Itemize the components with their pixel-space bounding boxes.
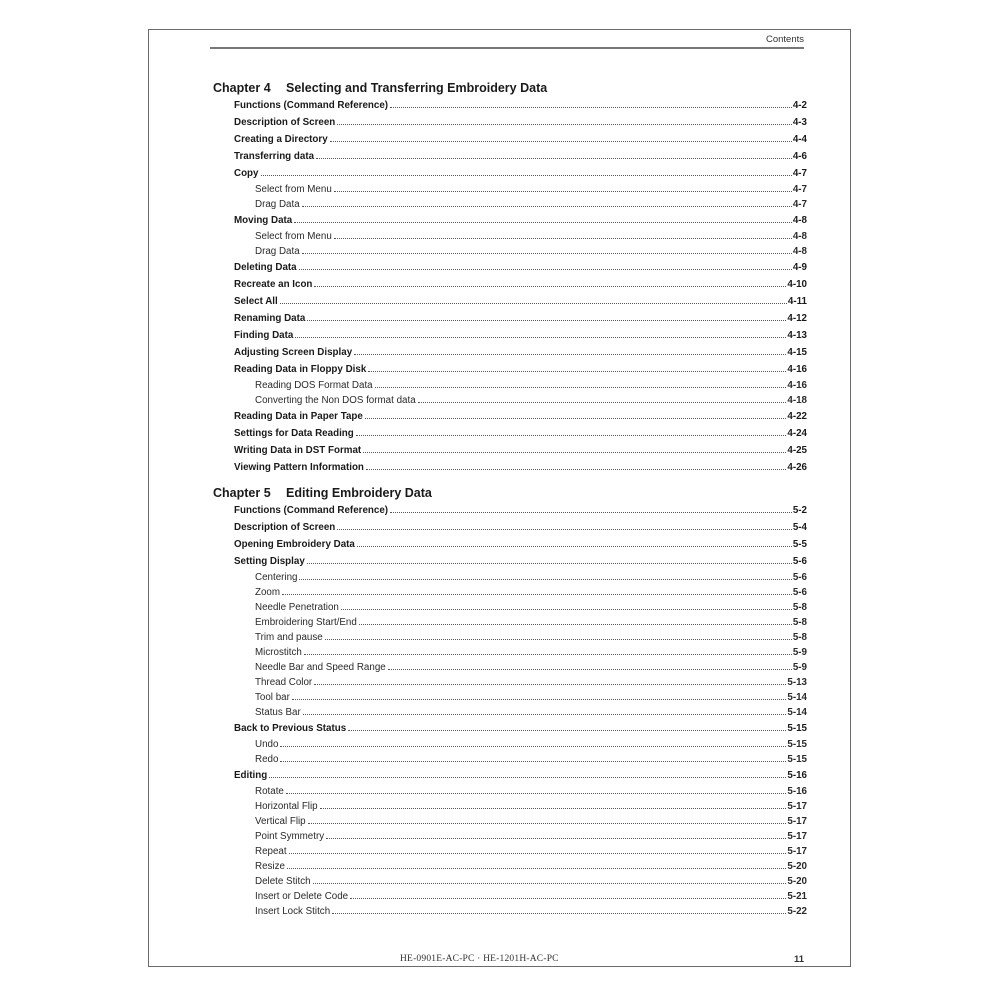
toc-entry-label: Horizontal Flip	[255, 801, 318, 812]
toc-subentry[interactable]	[213, 585, 807, 600]
toc-entry[interactable]	[213, 131, 807, 148]
toc-entry-label: Status Bar	[255, 707, 301, 718]
dot-leader	[337, 529, 792, 530]
dot-leader	[304, 654, 792, 655]
toc-entry-label: Transferring data	[234, 151, 315, 162]
toc-entry-label: Viewing Pattern Information	[234, 462, 364, 473]
toc-entry-label: Reading DOS Format Data	[255, 380, 373, 391]
toc-subentry[interactable]	[213, 690, 807, 705]
dot-leader	[280, 761, 786, 762]
toc-entry-page: 4-6	[792, 151, 807, 162]
toc-entry-page: 5-14	[787, 692, 807, 703]
chapter-title: Editing Embroidery Data	[286, 486, 432, 500]
dot-leader	[337, 124, 792, 125]
toc-subentry[interactable]	[213, 889, 807, 904]
dot-leader	[280, 303, 787, 304]
dot-leader	[325, 639, 792, 640]
dot-leader	[314, 684, 786, 685]
toc-entry-label: Rotate	[255, 786, 284, 797]
footer-model-codes: HE-0901E-AC-PC · HE-1201H-AC-PC	[400, 954, 559, 964]
toc-entry-page: 4-25	[787, 445, 807, 456]
toc-subentry[interactable]	[213, 675, 807, 690]
dot-leader	[354, 354, 786, 355]
toc-entry[interactable]	[213, 327, 807, 344]
dot-leader	[350, 898, 786, 899]
chapter-number: Chapter 5	[213, 486, 271, 500]
dot-leader	[302, 206, 792, 207]
toc-entry-label: Functions (Command Reference)	[234, 505, 389, 516]
toc-entry-label: Drag Data	[255, 246, 300, 257]
toc-entry-page: 5-8	[792, 602, 807, 613]
toc-entry[interactable]	[213, 165, 807, 182]
toc-entry-page: 5-22	[787, 906, 807, 917]
toc-entry-page: 4-22	[787, 411, 807, 422]
toc-entry-label: Setting Display	[234, 556, 305, 567]
toc-subentry[interactable]	[213, 197, 807, 212]
toc-entry-label: Reading Data in Paper Tape	[234, 411, 363, 422]
toc-subentry[interactable]	[213, 874, 807, 889]
toc-entry[interactable]	[213, 767, 807, 784]
toc-entry-page: 4-4	[792, 134, 807, 145]
toc-subentry[interactable]	[213, 752, 807, 767]
toc-entry-label: Editing	[234, 770, 268, 781]
toc-entry-page: 4-8	[792, 246, 807, 257]
toc-entry-label: Embroidering Start/End	[255, 617, 357, 628]
toc-entry-page: 5-4	[792, 522, 807, 533]
toc-entry-page: 5-5	[792, 539, 807, 550]
toc-entry-label: Functions (Command Reference)	[234, 100, 389, 111]
toc-entry-label: Redo	[255, 754, 279, 765]
toc-entry-label: Converting the Non DOS format data	[255, 395, 416, 406]
dot-leader	[334, 191, 792, 192]
toc-subentry[interactable]	[213, 393, 807, 408]
toc-entry-page: 5-8	[792, 617, 807, 628]
toc-entry-label: Reading Data in Floppy Disk	[234, 364, 367, 375]
toc-entry-page: 4-24	[787, 428, 807, 439]
dot-leader	[307, 320, 786, 321]
toc-entry-page: 5-6	[792, 556, 807, 567]
document-page	[148, 29, 851, 967]
toc-subentry[interactable]	[213, 570, 807, 585]
toc-entry-label: Moving Data	[234, 215, 293, 226]
dot-leader	[294, 222, 792, 223]
toc-entry[interactable]	[213, 97, 807, 114]
dot-leader	[388, 669, 792, 670]
toc-entry-page: 4-13	[787, 330, 807, 341]
header-rule	[210, 47, 804, 49]
toc-entry[interactable]	[213, 293, 807, 310]
toc-entry-label: Needle Penetration	[255, 602, 339, 613]
toc-entry-page: 5-9	[792, 662, 807, 673]
toc-entry-page: 5-21	[787, 891, 807, 902]
toc-entry-label: Trim and pause	[255, 632, 323, 643]
toc-entry[interactable]	[213, 344, 807, 361]
dot-leader	[308, 823, 787, 824]
toc-subentry[interactable]	[213, 378, 807, 393]
toc-entry-page: 4-8	[792, 231, 807, 242]
dot-leader	[357, 546, 792, 547]
toc-entry-label: Insert or Delete Code	[255, 891, 349, 902]
toc-entry-page: 5-17	[787, 801, 807, 812]
chapter-title: Selecting and Transferring Embroidery Data	[286, 81, 548, 95]
header-title: Contents	[765, 34, 804, 45]
toc-entry-page: 4-12	[787, 313, 807, 324]
dot-leader	[359, 624, 792, 625]
toc-entry-page: 5-8	[792, 632, 807, 643]
toc-subentry[interactable]	[213, 630, 807, 645]
chapter-heading[interactable]	[213, 484, 807, 502]
toc-entry[interactable]	[213, 361, 807, 378]
dot-leader	[334, 238, 792, 239]
toc-entry-page: 5-17	[787, 846, 807, 857]
toc-entry-page: 5-13	[787, 677, 807, 688]
dot-leader	[287, 868, 786, 869]
toc-entry[interactable]	[213, 425, 807, 442]
toc-entry-label: Deleting Data	[234, 262, 297, 273]
chapter-section	[213, 79, 807, 476]
dot-leader	[289, 853, 787, 854]
toc-entry-page: 5-17	[787, 831, 807, 842]
dot-leader	[390, 512, 792, 513]
toc-entry[interactable]	[213, 536, 807, 553]
toc-entry-label: Select from Menu	[255, 184, 332, 195]
dot-leader	[366, 469, 786, 470]
dot-leader	[307, 563, 792, 564]
dot-leader	[320, 808, 787, 809]
dot-leader	[363, 452, 786, 453]
chapter-section	[213, 484, 807, 919]
toc-entry-label: Undo	[255, 739, 279, 750]
toc-entry-page: 4-18	[787, 395, 807, 406]
toc-subentry[interactable]	[213, 844, 807, 859]
dot-leader	[326, 838, 786, 839]
toc-entry[interactable]	[213, 148, 807, 165]
toc-entry-label: Settings for Data Reading	[234, 428, 354, 439]
toc-entry-label: Creating a Directory	[234, 134, 328, 145]
toc-subentry[interactable]	[213, 784, 807, 799]
toc-entry-page: 4-15	[787, 347, 807, 358]
dot-leader	[269, 777, 786, 778]
dot-leader	[282, 594, 792, 595]
toc-entry-label: Delete Stitch	[255, 876, 311, 887]
toc-entry-label: Drag Data	[255, 199, 300, 210]
toc-entry-page: 5-16	[787, 786, 807, 797]
toc-entry[interactable]	[213, 212, 807, 229]
chapter-number: Chapter 4	[213, 81, 271, 95]
table-of-contents	[213, 79, 807, 919]
toc-entry[interactable]	[213, 459, 807, 476]
toc-entry-page: 4-16	[787, 380, 807, 391]
chapter-heading[interactable]	[213, 79, 807, 97]
toc-entry-label: Zoom	[255, 587, 281, 598]
toc-entry-label: Microstitch	[255, 647, 302, 658]
toc-entry-page: 4-7	[792, 199, 807, 210]
dot-leader	[299, 579, 791, 580]
toc-entry-label: Description of Screen	[234, 117, 336, 128]
toc-entry[interactable]	[213, 259, 807, 276]
toc-entry[interactable]	[213, 310, 807, 327]
dot-leader	[348, 730, 786, 731]
dot-leader	[286, 793, 787, 794]
toc-entry-page: 4-7	[792, 168, 807, 179]
toc-entry-label: Thread Color	[255, 677, 313, 688]
toc-entry-label: Recreate an Icon	[234, 279, 313, 290]
toc-entry-label: Tool bar	[255, 692, 290, 703]
dot-leader	[313, 883, 787, 884]
toc-subentry[interactable]	[213, 705, 807, 720]
toc-entry[interactable]	[213, 276, 807, 293]
dot-leader	[292, 699, 787, 700]
toc-entry[interactable]	[213, 519, 807, 536]
toc-entry-label: Back to Previous Status	[234, 723, 347, 734]
toc-subentry[interactable]	[213, 799, 807, 814]
toc-entry-page: 5-9	[792, 647, 807, 658]
toc-entry-page: 5-15	[787, 754, 807, 765]
toc-entry-page: 5-15	[787, 739, 807, 750]
toc-entry[interactable]	[213, 114, 807, 131]
toc-entry[interactable]	[213, 502, 807, 519]
toc-entry-label: Description of Screen	[234, 522, 336, 533]
dot-leader	[375, 387, 787, 388]
dot-leader	[302, 253, 792, 254]
toc-entry-page: 4-16	[787, 364, 807, 375]
toc-entry-page: 4-7	[792, 184, 807, 195]
toc-entry-label: Opening Embroidery Data	[234, 539, 355, 550]
toc-entry[interactable]	[213, 442, 807, 459]
toc-subentry[interactable]	[213, 737, 807, 752]
toc-entry-label: Repeat	[255, 846, 287, 857]
toc-entry-page: 4-10	[787, 279, 807, 290]
footer-page-number: 11	[793, 954, 804, 965]
dot-leader	[280, 746, 786, 747]
dot-leader	[314, 286, 786, 287]
toc-entry-label: Resize	[255, 861, 285, 872]
toc-entry-label: Vertical Flip	[255, 816, 306, 827]
dot-leader	[295, 337, 786, 338]
toc-entry-label: Renaming Data	[234, 313, 306, 324]
dot-leader	[332, 913, 786, 914]
toc-entry-label: Select from Menu	[255, 231, 332, 242]
toc-subentry[interactable]	[213, 660, 807, 675]
toc-entry-page: 4-9	[792, 262, 807, 273]
dot-leader	[299, 269, 792, 270]
toc-entry-page: 4-26	[787, 462, 807, 473]
toc-entry-page: 5-14	[787, 707, 807, 718]
toc-subentry[interactable]	[213, 182, 807, 197]
toc-subentry[interactable]	[213, 859, 807, 874]
toc-entry-label: Finding Data	[234, 330, 294, 341]
toc-subentry[interactable]	[213, 229, 807, 244]
toc-subentry[interactable]	[213, 829, 807, 844]
toc-entry-label: Insert Lock Stitch	[255, 906, 331, 917]
dot-leader	[356, 435, 787, 436]
toc-entry-page: 4-11	[787, 296, 807, 307]
dot-leader	[261, 175, 792, 176]
toc-entry-page: 5-17	[787, 816, 807, 827]
toc-entry-label: Select All	[234, 296, 278, 307]
toc-entry-page: 5-20	[787, 861, 807, 872]
toc-entry-page: 5-16	[787, 770, 807, 781]
toc-entry-label: Writing Data in DST Format	[234, 445, 362, 456]
toc-entry-page: 5-20	[787, 876, 807, 887]
toc-entry-page: 5-6	[792, 587, 807, 598]
toc-entry-page: 5-15	[787, 723, 807, 734]
toc-entry-page: 4-2	[792, 100, 807, 111]
toc-subentry[interactable]	[213, 615, 807, 630]
toc-subentry[interactable]	[213, 244, 807, 259]
dot-leader	[303, 714, 787, 715]
dot-leader	[316, 158, 792, 159]
toc-entry-label: Centering	[255, 572, 298, 583]
toc-entry-page: 5-6	[792, 572, 807, 583]
toc-entry-label: Needle Bar and Speed Range	[255, 662, 386, 673]
toc-entry-page: 4-3	[792, 117, 807, 128]
toc-entry[interactable]	[213, 553, 807, 570]
toc-entry-page: 5-2	[792, 505, 807, 516]
dot-leader	[330, 141, 792, 142]
dot-leader	[365, 418, 787, 419]
toc-entry-label: Point Symmetry	[255, 831, 325, 842]
toc-subentry[interactable]	[213, 814, 807, 829]
dot-leader	[341, 609, 792, 610]
toc-entry-label: Copy	[234, 168, 259, 179]
dot-leader	[390, 107, 792, 108]
toc-subentry[interactable]	[213, 600, 807, 615]
toc-entry[interactable]	[213, 720, 807, 737]
toc-entry-label: Adjusting Screen Display	[234, 347, 353, 358]
toc-subentry[interactable]	[213, 904, 807, 919]
dot-leader	[368, 371, 786, 372]
toc-entry-page: 4-8	[792, 215, 807, 226]
toc-subentry[interactable]	[213, 645, 807, 660]
dot-leader	[418, 402, 787, 403]
toc-entry[interactable]	[213, 408, 807, 425]
